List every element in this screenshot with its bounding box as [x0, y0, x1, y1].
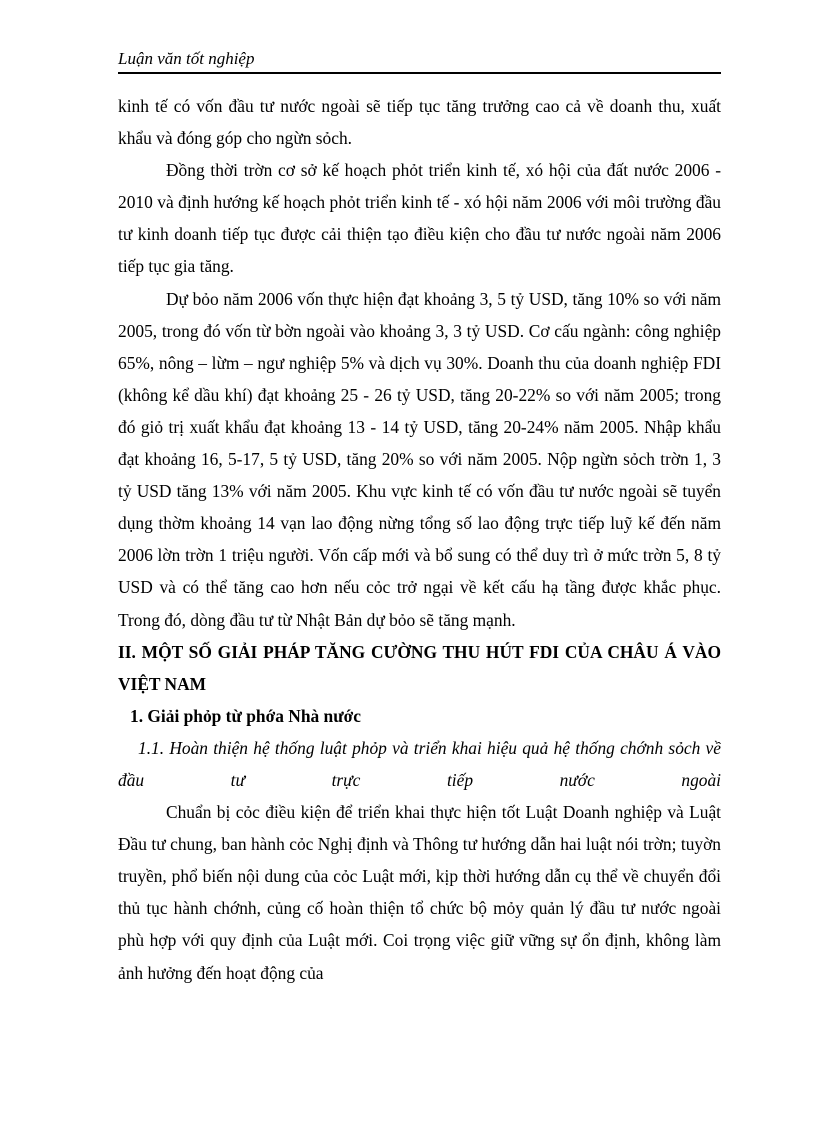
- section-heading: II. MỘT SỐ GIẢI PHÁP TĂNG CƯỜNG THU HÚT FDI CỦA CHÂU Á VÀO VIỆT NAM: [118, 641, 721, 694]
- paragraph-4: Chuẩn bị cỏc điều kiện để triển khai thực hiện tốt Luật Doanh nghiệp và Luật Đầu tư chung, ban hành cỏc Nghị định và Thông tư hướng dẫn hai luật nói trờn; tuyờn truyền, phổ biến nội dung của cỏc Luật mới, kịp thời hướng dẫn cụ thể về chuyển đổi thủ tục hành chớnh, củng cố hoàn thiện tổ chức bộ mỏy quản lý đầu tư nước ngoài phù hợp với quy định của Luật mới. Coi trọng việc giữ vững sự ổn định, không làm ảnh hưởng đến hoạt động của: [118, 802, 721, 983]
- paragraph-3: Dự bỏo năm 2006 vốn thực hiện đạt khoảng 3, 5 tỷ USD, tăng 10% so với năm 2005, trong đó vốn từ bờn ngoài vào khoảng 3, 3 tỷ USD. Cơ cấu ngành: công nghiệp 65%, nông – lừm – ngư nghiệp 5% và dịch vụ 30%. Doanh thu của doanh nghiệp FDI (không kể dầu khí) đạt khoảng 25 - 26 tỷ USD, tăng 20-22% so với năm 2005; trong đó giỏ trị xuất khẩu đạt khoảng 13 - 14 tỷ USD, tăng 20-24% năm 2005. Nhập khẩu đạt khoảng 16, 5-17, 5 tỷ USD, tăng 20% so với năm 2005. Nộp ngừn sỏch trờn 1, 3 tỷ USD tăng 13% với năm 2005. Khu vực kinh tế có vốn đầu tư nước ngoài sẽ tuyển dụng thờm khoảng 14 vạn lao động nừng tổng số lao động trực tiếp luỹ kế đến năm 2006 lờn trờn 1 triệu người. Vốn cấp mới và bổ sung có thể duy trì ở mức trờn 5, 8 tỷ USD và có thể tăng cao hơn nếu cỏc trở ngại về kết cấu hạ tầng được khắc phục. Trong đó, dòng đầu tư từ Nhật Bản dự bỏo sẽ tăng mạnh.: [118, 288, 721, 630]
- paragraph-2: Đồng thời trờn cơ sở kế hoạch phỏt triển kinh tế, xó hội của đất nước 2006 - 2010 và định hướng kế hoạch phỏt triển kinh tế - xó hội năm 2006 với môi trường đầu tư kinh doanh tiếp tục được cải thiện tạo điều kiện cho đầu tư nước ngoài năm 2006 tiếp tục gia tăng.: [118, 160, 721, 277]
- paragraph-1: kinh tế có vốn đầu tư nước ngoài sẽ tiếp tục tăng trưởng cao cả về doanh thu, xuất khẩu và đóng góp cho ngừn sỏch.: [118, 96, 721, 149]
- subsection-heading: 1. Giải phỏp từ phớa Nhà nước: [130, 705, 362, 726]
- italic-subheading: 1.1. Hoàn thiện hệ thống luật phỏp và triển khai hiệu quả hệ thống chớnh sỏch về đầu tư trực tiếp nước ngoài: [118, 737, 721, 790]
- running-header: Luận văn tốt nghiệp: [118, 48, 721, 74]
- document-body: [118, 90, 721, 989]
